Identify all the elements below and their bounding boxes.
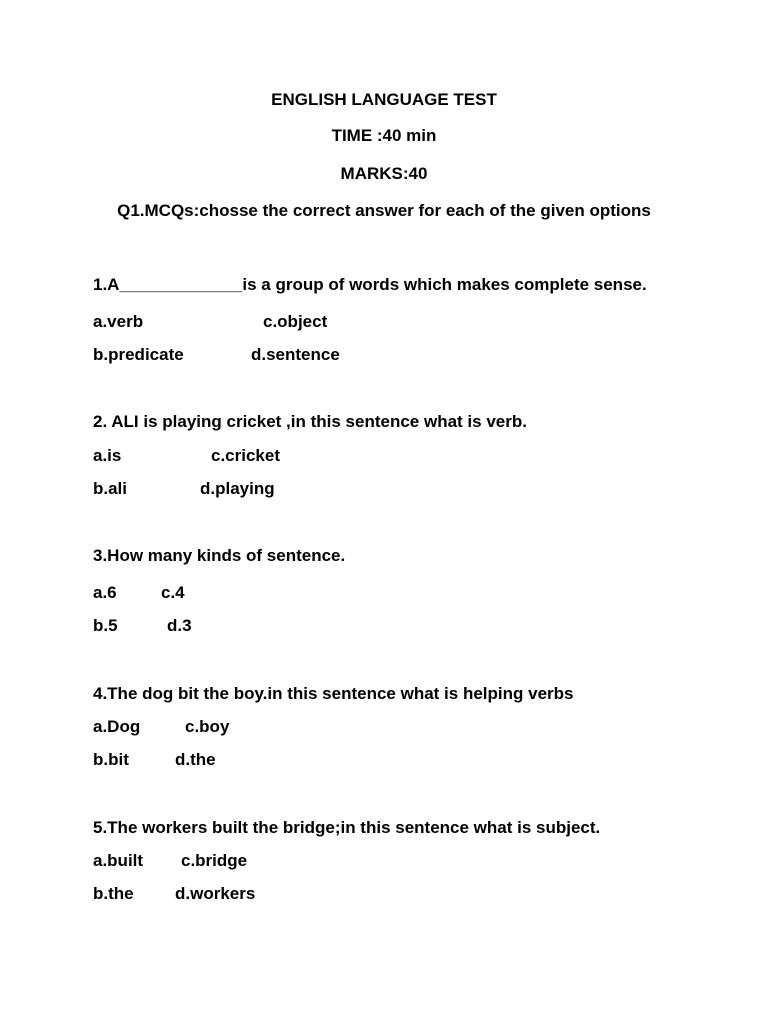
instruction-text: Q1.MCQs:chosse the correct answer for each of the given options	[117, 201, 651, 220]
question-4-option-c: c.boy	[185, 717, 230, 736]
question-1-text: 1.A_____________is a group of words which makes complete sense.	[93, 275, 647, 294]
question-1-option-a: a.verb	[93, 312, 144, 331]
question-3-option-a: a.6	[93, 583, 117, 602]
question-2-option-d: d.playing	[200, 479, 275, 498]
time-label: TIME :40 min	[331, 126, 437, 145]
question-4-text: 4.The dog bit the boy.in this sentence what is helping verbs	[93, 684, 574, 703]
question-4-option-d: d.the	[175, 750, 216, 769]
question-3-text: 3.How many kinds of sentence.	[93, 546, 346, 565]
question-5-option-c: c.bridge	[181, 851, 248, 870]
question-1-option-b: b.predicate	[93, 345, 184, 364]
question-5-text: 5.The workers built the bridge;in this sentence what is subject.	[93, 818, 601, 837]
question-2-option-b: b.ali	[93, 479, 128, 498]
question-2-option-c: c.cricket	[211, 446, 280, 465]
question-2-text: 2. ALI is playing cricket ,in this sentence what is verb.	[93, 412, 527, 431]
question-5-option-a: a.built	[93, 851, 144, 870]
question-3-option-c: c.4	[161, 583, 185, 602]
question-2-option-a: a.is	[93, 446, 122, 465]
question-3-option-b: b.5	[93, 616, 118, 635]
question-4-option-b: b.bit	[93, 750, 129, 769]
question-5-option-d: d.workers	[175, 884, 256, 903]
question-1-option-d: d.sentence	[251, 345, 340, 364]
test-title: ENGLISH LANGUAGE TEST	[271, 90, 497, 109]
question-3-option-d: d.3	[167, 616, 192, 635]
marks-label: MARKS:40	[340, 164, 428, 183]
question-4-option-a: a.Dog	[93, 717, 141, 736]
question-1-option-c: c.object	[263, 312, 328, 331]
question-5-option-b: b.the	[93, 884, 134, 903]
